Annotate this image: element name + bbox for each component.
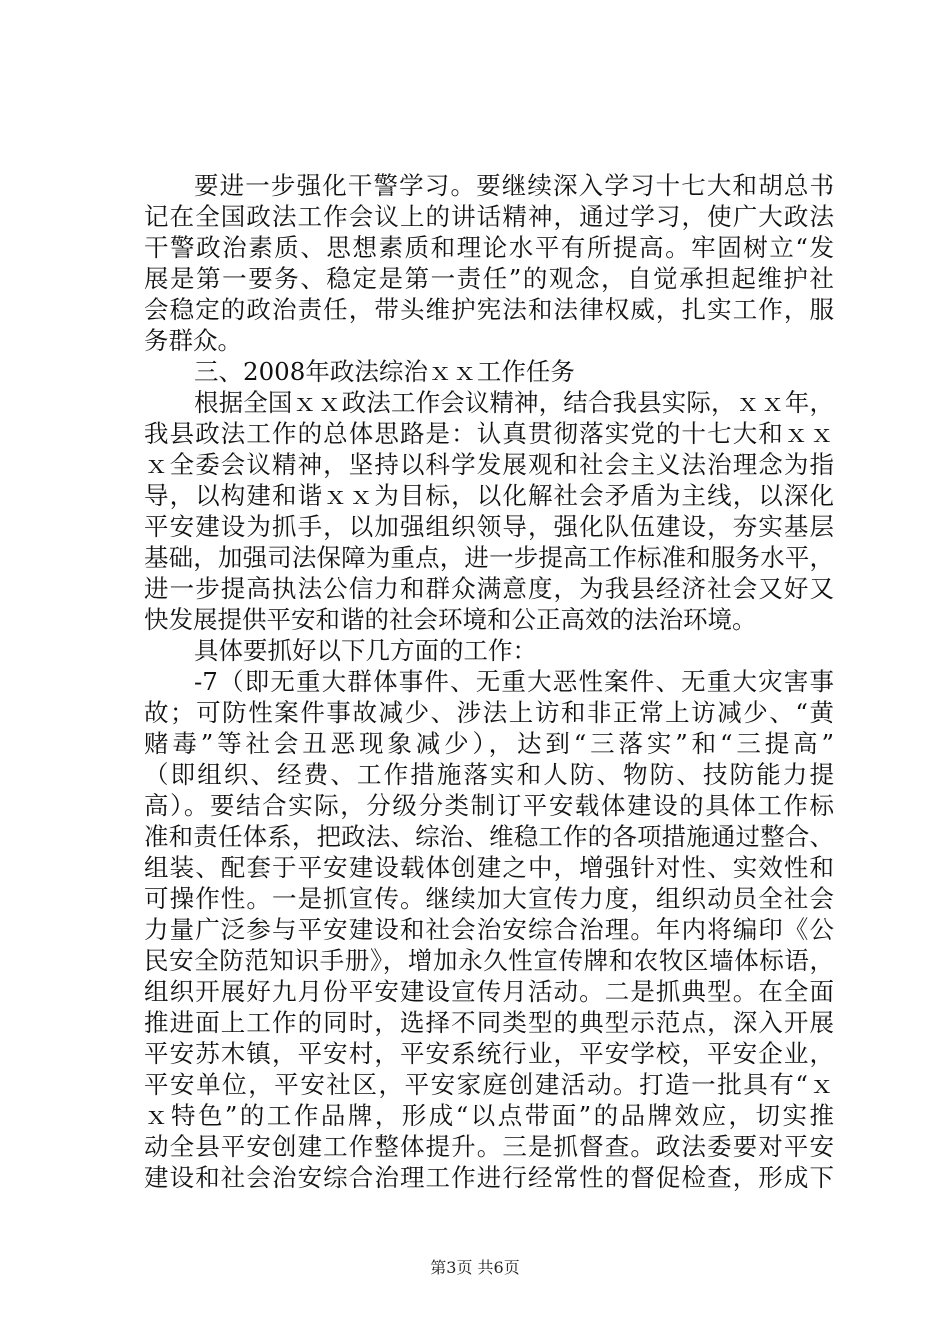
- document-body: [144, 170, 834, 1193]
- text-line: 务群众。: [144, 326, 242, 355]
- text-line: 故；可防性案件事故减少、涉法上访和非正常上访减少、“黄: [144, 698, 834, 727]
- text-line: 高）。要结合实际，分级分类制订平安载体建设的具体工作标: [144, 791, 834, 820]
- text-line: 进一步提高执法公信力和群众满意度，为我县经济社会又好又: [144, 574, 834, 603]
- page-footer: 第3页 共6页: [430, 1258, 520, 1277]
- text-line: 平安苏木镇，平安村，平安系统行业，平安学校，平安企业，: [144, 1039, 834, 1068]
- text-line: 建设和社会治安综合治理工作进行经常性的督促检查，形成下: [144, 1163, 834, 1192]
- text-line: 民安全防范知识手册》，增加永久性宣传牌和农牧区墙体标语，: [144, 946, 834, 975]
- text-line: 具体要抓好以下几方面的工作：: [194, 636, 537, 665]
- text-line: 可操作性。一是抓宣传。继续加大宣传力度，组织动员全社会: [144, 884, 834, 913]
- text-line: 记在全国政法工作会议上的讲话精神，通过学习，使广大政法: [144, 202, 834, 231]
- text-line: 组装、配套于平安建设载体创建之中，增强针对性、实效性和: [144, 853, 834, 882]
- text-line: 平安建设为抓手，以加强组织领导，强化队伍建设，夯实基层: [144, 512, 834, 541]
- text-line: 快发展提供平安和谐的社会环境和公正高效的法治环境。: [144, 605, 757, 634]
- text-line: 根据全国ｘｘ政法工作会议精神，结合我县实际，ｘｘ年，: [194, 388, 834, 417]
- text-line: 力量广泛参与平安建设和社会治安综合治理。年内将编印《公: [144, 915, 834, 944]
- text-line: 动全县平安创建工作整体提升。三是抓督查。政法委要对平安: [144, 1132, 834, 1161]
- text-line: -7（即无重大群体事件、无重大恶性案件、无重大灾害事: [194, 667, 834, 696]
- text-line: 基础，加强司法保障为重点，进一步提高工作标准和服务水平，: [144, 543, 834, 572]
- text-line: 平安单位，平安社区，平安家庭创建活动。打造一批具有“ｘ: [144, 1070, 834, 1099]
- text-line: 干警政治素质、思想素质和理论水平有所提高。牢固树立“发: [144, 233, 834, 262]
- text-line: 展是第一要务、稳定是第一责任”的观念，自觉承担起维护社: [144, 264, 834, 293]
- text-line: ｘ全委会议精神，坚持以科学发展观和社会主义法治理念为指: [144, 450, 834, 479]
- text-line: 组织开展好九月份平安建设宣传月活动。二是抓典型。在全面: [144, 977, 834, 1006]
- text-line: 赌毒”等社会丑恶现象减少），达到“三落实”和“三提高”: [144, 729, 834, 758]
- text-line: （即组织、经费、工作措施落实和人防、物防、技防能力提: [144, 760, 834, 789]
- text-line: 要进一步强化干警学习。要继续深入学习十七大和胡总书: [194, 171, 834, 200]
- text-line: 会稳定的政治责任，带头维护宪法和法律权威，扎实工作，服: [144, 295, 834, 324]
- text-line: 准和责任体系，把政法、综治、维稳工作的各项措施通过整合、: [144, 822, 834, 851]
- text-line: ｘ特色”的工作品牌，形成“以点带面”的品牌效应，切实推: [144, 1101, 834, 1130]
- text-line: 导，以构建和谐ｘｘ为目标，以化解社会矛盾为主线，以深化: [144, 481, 834, 510]
- text-line: 推进面上工作的同时，选择不同类型的典型示范点，深入开展: [144, 1008, 834, 1037]
- text-line: 三、2008年政法综治ｘｘ工作任务: [194, 357, 575, 386]
- text-line: 我县政法工作的总体思路是：认真贯彻落实党的十七大和ｘｘ: [144, 419, 834, 448]
